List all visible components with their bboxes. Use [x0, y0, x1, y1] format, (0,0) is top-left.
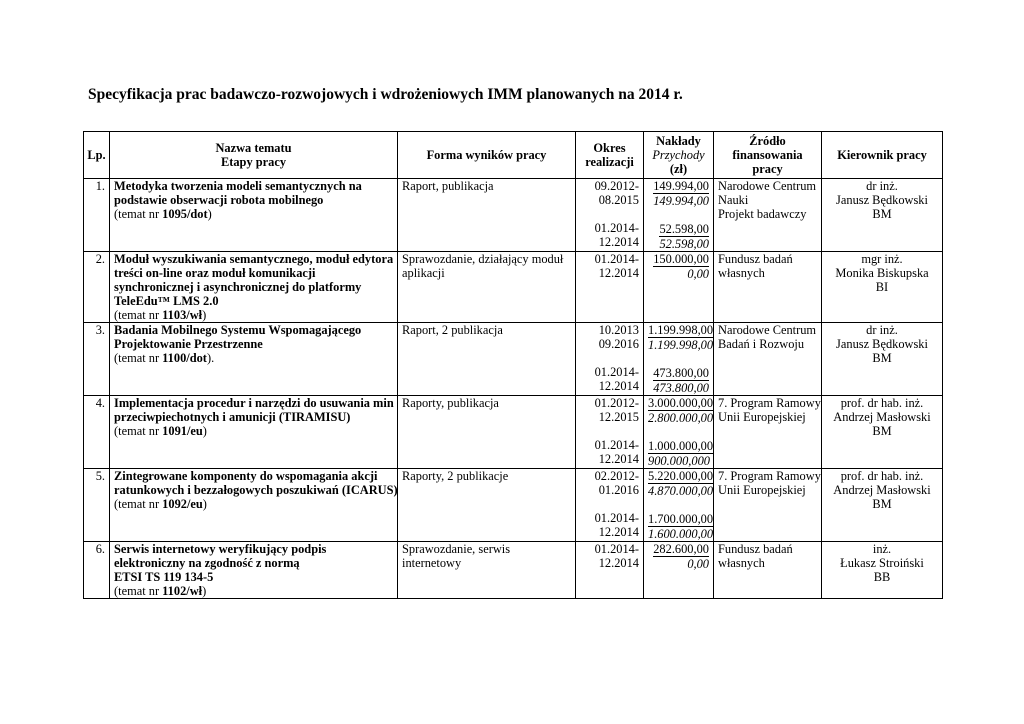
topic-number — [114, 497, 393, 511]
header-period — [576, 132, 644, 179]
period-cell — [576, 396, 644, 469]
project-head-line: BI — [875, 280, 889, 294]
topic-number-value: 1103/wł — [162, 308, 203, 322]
period-cell — [576, 323, 644, 396]
topic-number-prefix: (temat nr — [114, 308, 163, 322]
project-head-line: Janusz Będkowski — [836, 337, 928, 351]
header-period-line-1: Okres — [593, 141, 626, 155]
period-line: 09.2016 — [598, 337, 639, 351]
period-spacer — [580, 497, 639, 511]
topic-name-line: Zintegrowane komponenty do wspomagania akcji — [114, 469, 378, 483]
planned-cost: 150.000,00 — [653, 252, 709, 266]
costs-cell — [644, 252, 714, 323]
funding-source-line: Narodowe Centrum — [718, 179, 817, 193]
row-number-value: 6. — [95, 542, 105, 556]
period-line: 08.2015 — [598, 193, 639, 207]
topic-name-cell — [110, 469, 398, 542]
costs-cell — [644, 469, 714, 542]
cost-block — [648, 252, 709, 281]
topic-name-line: synchronicznej i asynchronicznej do platformy — [114, 280, 362, 294]
cost-block — [648, 512, 714, 541]
costs-cell — [644, 396, 714, 469]
result-form: Raporty, 2 publikacje — [402, 469, 509, 483]
period-line: 09.2012- — [594, 179, 639, 193]
topic-number-prefix: (temat nr — [114, 207, 163, 221]
expected-income: 4.870.000,00 — [648, 484, 714, 498]
header-costs-line-3: (zł) — [669, 162, 688, 176]
header-name — [110, 132, 398, 179]
row-number — [84, 396, 110, 469]
expected-income: 52.598,00 — [659, 237, 709, 251]
table-row — [84, 323, 943, 396]
row-number-value: 2. — [95, 252, 105, 266]
topic-number-suffix: ) — [202, 584, 207, 598]
table-row — [84, 252, 943, 323]
project-head-line: prof. dr hab. inż. — [840, 396, 924, 410]
costs-spacer — [648, 352, 709, 366]
funding-source-line: Unii Europejskiej — [718, 483, 806, 497]
topic-name-cell — [110, 396, 398, 469]
row-number-value: 3. — [95, 323, 105, 337]
period-line: 12.2014 — [598, 452, 639, 466]
topic-number-value: 1100/dot — [162, 351, 207, 365]
header-costs — [644, 132, 714, 179]
topic-number-suffix: ) — [207, 207, 212, 221]
period-line: 01.2014- — [594, 438, 639, 452]
header-name-line-2: Etapy pracy — [220, 155, 287, 169]
costs-spacer — [648, 425, 709, 439]
planned-cost: 282.600,00 — [653, 542, 709, 556]
table-row — [84, 469, 943, 542]
topic-number — [114, 351, 393, 365]
period-cell — [576, 179, 644, 252]
funding-source-cell — [714, 542, 822, 599]
period-line: 12.2014 — [598, 266, 639, 280]
cost-block — [648, 439, 714, 468]
project-head-line: mgr inż. — [861, 252, 903, 266]
topic-name-line: Projektowanie Przestrzenne — [114, 337, 263, 351]
period-cell — [576, 469, 644, 542]
topic-number-suffix: ) — [202, 424, 207, 438]
period-line: 01.2014- — [594, 221, 639, 235]
row-number — [84, 542, 110, 599]
period-line: 01.2014- — [594, 511, 639, 525]
topic-name-line: Serwis internetowy weryfikujący podpis — [114, 542, 327, 556]
period-line: 01.2014- — [594, 252, 639, 266]
planned-cost: 5.220.000,00 — [648, 469, 714, 483]
project-head-line: BM — [872, 351, 892, 365]
period-line: 12.2014 — [598, 525, 639, 539]
funding-source-line: Badań i Rozwoju — [718, 337, 805, 351]
topic-name-cell — [110, 252, 398, 323]
topic-number-suffix: ). — [206, 351, 215, 365]
planned-cost: 3.000.000,00 — [648, 396, 714, 410]
topic-name-line: przeciwpiechotnych i amunicji (TIRAMISU) — [114, 410, 351, 424]
cost-block — [648, 323, 714, 352]
header-costs-line-1: Nakłady — [656, 134, 701, 148]
funding-source-line: 7. Program Ramowy — [718, 396, 821, 410]
period-line: 12.2014 — [598, 379, 639, 393]
topic-number-prefix: (temat nr — [114, 351, 163, 365]
topic-name-line: elektroniczny na zgodność z normą — [114, 556, 300, 570]
topic-name-line: Moduł wyszukiwania semantycznego, moduł edytora — [114, 252, 394, 266]
table-row — [84, 396, 943, 469]
expected-income: 1.600.000,00 — [648, 527, 714, 541]
funding-source-cell — [714, 252, 822, 323]
topic-number-value: 1092/eu — [162, 497, 203, 511]
row-number-value: 4. — [95, 396, 105, 410]
topic-name-line: treści on-line oraz moduł komunikacji — [114, 266, 316, 280]
project-head-cell — [822, 179, 943, 252]
topic-number-value: 1102/wł — [162, 584, 203, 598]
period-line: 01.2014- — [594, 365, 639, 379]
topic-name-line: TeleEdu™ LMS 2.0 — [114, 294, 219, 308]
costs-cell — [644, 323, 714, 396]
planned-cost: 149.994,00 — [653, 179, 709, 193]
row-number — [84, 469, 110, 542]
topic-name-line: ETSI TS 119 134-5 — [114, 570, 214, 584]
funding-source-cell — [714, 469, 822, 542]
expected-income: 473.800,00 — [653, 381, 709, 395]
period-spacer — [580, 351, 639, 365]
planned-cost: 52.598,00 — [659, 222, 709, 236]
result-form: Raport, publikacja — [402, 179, 494, 193]
topic-number-value: 1095/dot — [162, 207, 208, 221]
cost-block — [648, 222, 709, 251]
header-source-line-2: finansowania pracy — [732, 148, 803, 176]
project-head-line: Andrzej Masłowski — [833, 483, 931, 497]
topic-name-cell — [110, 542, 398, 599]
row-number — [84, 179, 110, 252]
header-form — [398, 132, 576, 179]
project-head-line: inż. — [872, 542, 892, 556]
funding-source-line: 7. Program Ramowy — [718, 469, 821, 483]
table-body — [84, 179, 943, 599]
project-head-cell — [822, 252, 943, 323]
cost-block — [648, 396, 714, 425]
cost-block — [648, 366, 709, 395]
planned-cost: 1.700.000,00 — [648, 512, 714, 526]
result-form-cell — [398, 542, 576, 599]
project-head-cell — [822, 469, 943, 542]
result-form: Raport, 2 publikacja — [402, 323, 503, 337]
topic-number-prefix: (temat nr — [114, 584, 163, 598]
period-line: 10.2013 — [598, 323, 639, 337]
funding-source-line: Unii Europejskiej — [718, 410, 806, 424]
topic-number — [114, 424, 393, 438]
expected-income: 900.000,000 — [648, 454, 710, 468]
table-row — [84, 179, 943, 252]
topic-number-value: 1091/eu — [162, 424, 203, 438]
project-head-line: Monika Biskupska — [835, 266, 929, 280]
costs-cell — [644, 542, 714, 599]
cost-block — [648, 179, 709, 208]
period-line: 01.2016 — [598, 483, 639, 497]
costs-cell — [644, 179, 714, 252]
header-head-label: Kierownik pracy — [837, 148, 927, 162]
funding-source-line: Narodowe Centrum — [718, 323, 817, 337]
project-head-line: BB — [873, 570, 891, 584]
period-spacer — [580, 207, 639, 221]
funding-source-line: Nauki — [718, 193, 749, 207]
header-source-line-1: Źródło — [749, 134, 786, 148]
cost-block — [648, 469, 714, 498]
planned-cost: 1.199.998,00 — [648, 323, 714, 337]
period-line: 01.2014- — [594, 542, 639, 556]
costs-spacer — [648, 498, 709, 512]
topic-name-line: Implementacja procedur i narzędzi do usuwania min — [114, 396, 394, 410]
planned-cost: 473.800,00 — [653, 366, 709, 380]
project-head-line: Janusz Będkowski — [836, 193, 928, 207]
project-head-line: Łukasz Stroiński — [840, 556, 924, 570]
header-lp-label: Lp. — [87, 148, 106, 162]
header-costs-line-2: Przychody — [652, 148, 705, 162]
topic-name-line: ratunkowych i bezzałogowych poszukiwań (ICARUS) — [114, 483, 398, 497]
project-head-line: BM — [872, 424, 892, 438]
topic-name-line: podstawie obserwacji robota mobilnego — [114, 193, 324, 207]
planned-cost: 1.000.000,00 — [648, 439, 714, 453]
funding-source-cell — [714, 179, 822, 252]
project-head-cell — [822, 396, 943, 469]
project-head-line: prof. dr hab. inż. — [840, 469, 924, 483]
project-head-line: Andrzej Masłowski — [833, 410, 931, 424]
funding-source-line: własnych — [718, 266, 765, 280]
expected-income: 0,00 — [687, 267, 709, 281]
row-number-value: 5. — [95, 469, 105, 483]
result-form: Sprawozdanie, działający moduł aplikacji — [402, 252, 564, 280]
table-row — [84, 542, 943, 599]
funding-source-line: Fundusz badań — [718, 252, 793, 266]
header-head — [822, 132, 943, 179]
period-line: 12.2015 — [598, 410, 639, 424]
period-spacer — [580, 424, 639, 438]
funding-source-cell — [714, 323, 822, 396]
specification-table — [83, 131, 943, 599]
project-head-line: BM — [872, 497, 892, 511]
expected-income: 0,00 — [687, 557, 709, 571]
period-line: 01.2012- — [594, 396, 639, 410]
period-line: 12.2014 — [598, 235, 639, 249]
funding-source-line: Projekt badawczy — [718, 207, 807, 221]
funding-source-line: własnych — [718, 556, 765, 570]
result-form-cell — [398, 396, 576, 469]
costs-spacer — [648, 208, 709, 222]
period-cell — [576, 252, 644, 323]
page-title: Specyfikacja prac badawczo-rozwojowych i wdrożeniowych IMM planowanych na 2014 r. — [88, 86, 683, 103]
header-lp — [84, 132, 110, 179]
topic-name-line: Badania Mobilnego Systemu Wspomagającego — [114, 323, 362, 337]
header-source — [714, 132, 822, 179]
topic-number — [114, 584, 393, 598]
funding-source-cell — [714, 396, 822, 469]
row-number-value: 1. — [95, 179, 105, 193]
result-form-cell — [398, 252, 576, 323]
project-head-line: dr inż. — [866, 323, 898, 337]
topic-number-suffix: ) — [202, 497, 207, 511]
table-header-row — [84, 132, 943, 179]
cost-block — [648, 542, 709, 571]
header-name-line-1: Nazwa tematu — [215, 141, 292, 155]
project-head-cell — [822, 542, 943, 599]
project-head-line: dr inż. — [866, 179, 898, 193]
project-head-cell — [822, 323, 943, 396]
topic-number — [114, 308, 393, 322]
result-form: Sprawozdanie, serwis internetowy — [402, 542, 511, 570]
topic-number-prefix: (temat nr — [114, 497, 163, 511]
funding-source-line: Fundusz badań — [718, 542, 793, 556]
topic-name-line: Metodyka tworzenia modeli semantycznych na — [114, 179, 362, 193]
expected-income: 2.800.000,00 — [648, 411, 714, 425]
result-form-cell — [398, 469, 576, 542]
topic-name-cell — [110, 179, 398, 252]
period-line: 02.2012- — [594, 469, 639, 483]
header-period-line-2: realizacji — [585, 155, 634, 169]
expected-income: 149.994,00 — [653, 194, 709, 208]
result-form-cell — [398, 323, 576, 396]
row-number — [84, 323, 110, 396]
topic-number-prefix: (temat nr — [114, 424, 163, 438]
topic-name-cell — [110, 323, 398, 396]
result-form: Raporty, publikacja — [402, 396, 499, 410]
row-number — [84, 252, 110, 323]
period-cell — [576, 542, 644, 599]
project-head-line: BM — [872, 207, 892, 221]
period-line: 12.2014 — [598, 556, 639, 570]
result-form-cell — [398, 179, 576, 252]
topic-number-suffix: ) — [202, 308, 207, 322]
topic-number — [114, 207, 393, 221]
header-form-label: Forma wyników pracy — [426, 148, 547, 162]
expected-income: 1.199.998,00 — [648, 338, 714, 352]
